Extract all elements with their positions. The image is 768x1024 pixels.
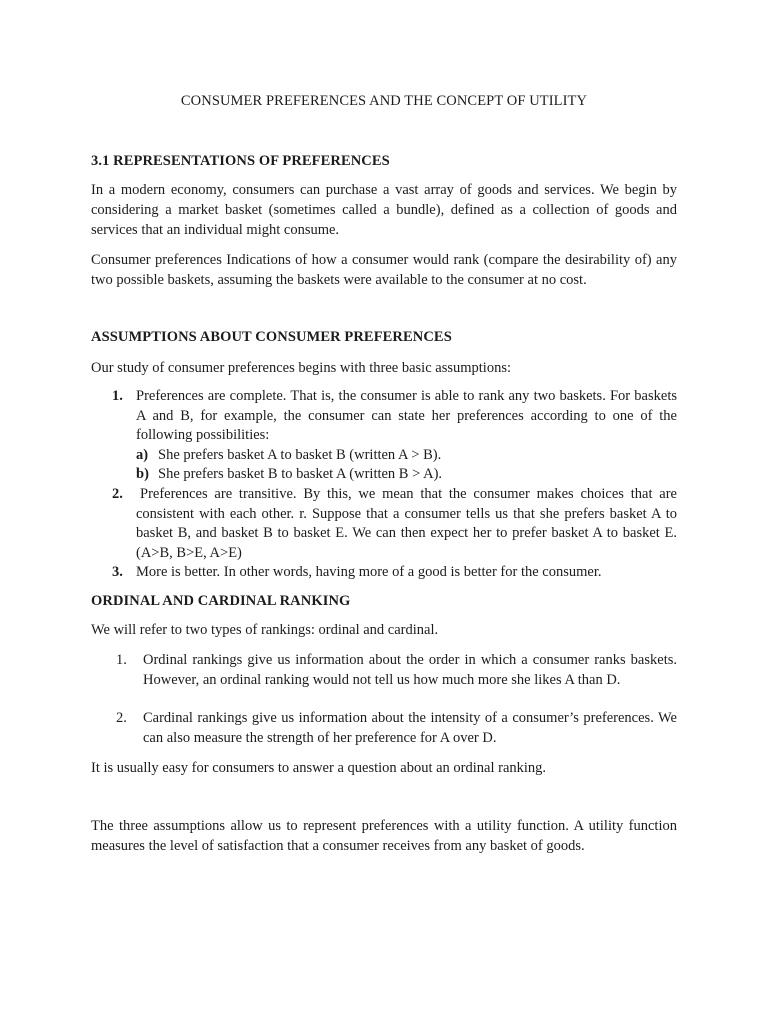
- sublist-item-a: She prefers basket A to basket B (written A > B).: [158, 447, 442, 463]
- sublist-item-b: She prefers basket B to basket A (written B > A).: [158, 466, 443, 482]
- list-item-ordinal: Ordinal rankings give us information about the order in which a consumer ranks baskets. However, an ordinal ranking would not tell us how much more she likes A than D.: [143, 652, 677, 688]
- section-heading-representations: 3.1 REPRESENTATIONS OF PREFERENCES: [91, 153, 390, 169]
- list-number: 3.: [112, 564, 123, 580]
- list-number: 1.: [116, 652, 127, 668]
- assumptions-intro: Our study of consumer preferences begins with three basic assumptions:: [91, 360, 511, 376]
- list-item-more-is-better: More is better. In other words, having more of a good is better for the consumer.: [136, 564, 602, 580]
- section-heading-assumptions: ASSUMPTIONS ABOUT CONSUMER PREFERENCES: [91, 329, 452, 345]
- ranking-outro: It is usually easy for consumers to answer a question about an ordinal ranking.: [91, 760, 547, 776]
- list-number: 2.: [112, 486, 123, 502]
- list-item-cardinal: Cardinal rankings give us information about the intensity of a consumer’s preferences. We can also measure the strength of her preference for A over D.: [143, 710, 677, 746]
- paragraph-consumer-preferences: Consumer preferences Indications of how a consumer would rank (compare the desirability of) any two possible baskets, assuming the baskets were available to the consumer at no cost.: [91, 252, 677, 288]
- section-heading-ranking: ORDINAL AND CARDINAL RANKING: [91, 593, 351, 609]
- list-number: 1.: [112, 388, 123, 404]
- sublist-label: a): [136, 447, 149, 463]
- list-item-complete: Preferences are complete. That is, the consumer is able to rank any two baskets. For baskets A and B, for example, the consumer can state her preferences according to one of the following possibilities:: [136, 388, 677, 443]
- ranking-intro: We will refer to two types of rankings: ordinal and cardinal.: [91, 622, 439, 638]
- list-item-transitive: Preferences are transitive. By this, we mean that the consumer makes choices that are consistent with each other. r. Suppose that a consumer tells us that she prefers basket A to basket B, and basket B to basket E. We can then expect her to prefer basket A to basket E. (A>B, B>E, A>E): [136, 486, 677, 561]
- document-title: CONSUMER PREFERENCES AND THE CONCEPT OF UTILITY: [180, 93, 588, 109]
- sublist-label: b): [136, 466, 149, 482]
- paragraph-market-basket: In a modern economy, consumers can purchase a vast array of goods and services. We begin by considering a market basket (sometimes called a bundle), defined as a collection of goods and services that an individual might consume.: [91, 182, 677, 238]
- list-number: 2.: [116, 710, 127, 726]
- closing-paragraph: The three assumptions allow us to represent preferences with a utility function. A utility function measures the level of satisfaction that a consumer receives from any basket of goods.: [91, 818, 677, 854]
